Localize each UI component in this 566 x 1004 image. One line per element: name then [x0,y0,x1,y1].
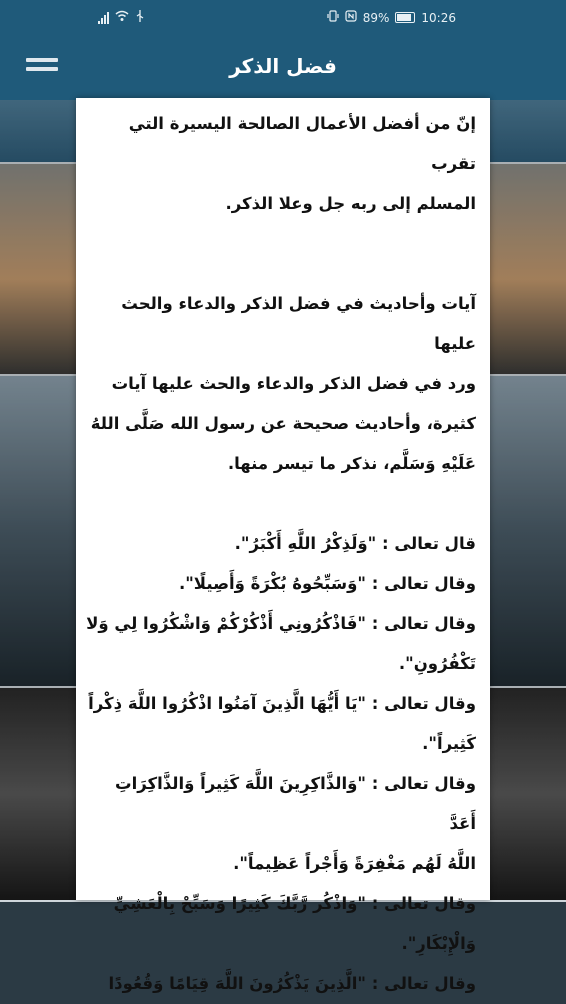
usb-icon [135,10,145,25]
verse-line: وقال تعالى : "وَالذَّاكِرِينَ اللَّهَ كَثِيراً وَالذَّاكِرَاتِ أَعَدَّ [115,774,476,833]
battery-icon [395,12,415,23]
wifi-icon [115,10,129,25]
vibrate-icon [327,10,339,25]
status-bar [0,0,566,36]
verse-line: تَكْفُرُونِ". [398,654,476,673]
dialog-text [76,98,490,1004]
verse-line: وقال تعالى : "وَاذْكُر رَّبَّكَ كَثِيرًا وَسَبِّحْ بِالْعَشِيِّ [113,894,476,913]
intro-line: المسلم إلى ربه جل وعلا الذكر. [225,194,476,213]
content-dialog[interactable] [76,98,490,993]
verse-line: قال تعالى : "وَلَذِكْرُ اللَّهِ أَكْبَرُ". [234,534,476,553]
verse-line: وقال تعالى : "الَّذِينَ يَذْكُرُونَ اللَّهَ قِيَامًا وَقُعُودًا [108,974,476,993]
page-title: فضل الذكر [229,54,337,78]
status-right-icons [327,10,456,25]
verse-line: كَثِيراً". [422,734,476,753]
section-intro-line: كثيرة، وأحاديث صحيحة عن رسول الله صَلَّى اللهُ [90,414,476,433]
verse-line: وقال تعالى : "وَسَبِّحُوهُ بُكْرَةً وَأَصِيلًا". [178,574,476,593]
section-title-line: آيات وأحاديث في فضل الذكر والدعاء والحث [121,294,476,313]
app-bar [0,36,566,100]
section-intro-line: ورد في فضل الذكر والدعاء والحث عليها آيات [111,374,476,393]
verse-line: وقال تعالى : "فَاذْكُرُونِي أَذْكُرْكُمْ وَاشْكُرُوا لِي وَلا [86,614,476,633]
verse-line: اللَّهُ لَهُم مَغْفِرَةً وَأَجْراً عَظِيماً". [233,854,476,873]
section-intro-line: عَلَيْهِ وَسَلَّم، نذكر ما تيسر منها. [227,454,476,473]
battery-percent: 89% [362,10,390,25]
status-left-icons [98,10,145,25]
section-title-line: عليها [434,334,476,353]
status-time: 10:26 [421,10,456,25]
nfc-icon [345,10,357,25]
verse-line: وَالْإِبْكَارِ". [401,934,476,953]
verse-line: وقال تعالى : "يَا أَيُّهَا الَّذِينَ آمَنُوا اذْكُرُوا اللَّهَ ذِكْراً [88,694,476,713]
signal-bars-icon [98,12,109,24]
intro-line: إنّ من أفضل الأعمال الصالحة اليسيرة التي تقرب [128,114,476,173]
